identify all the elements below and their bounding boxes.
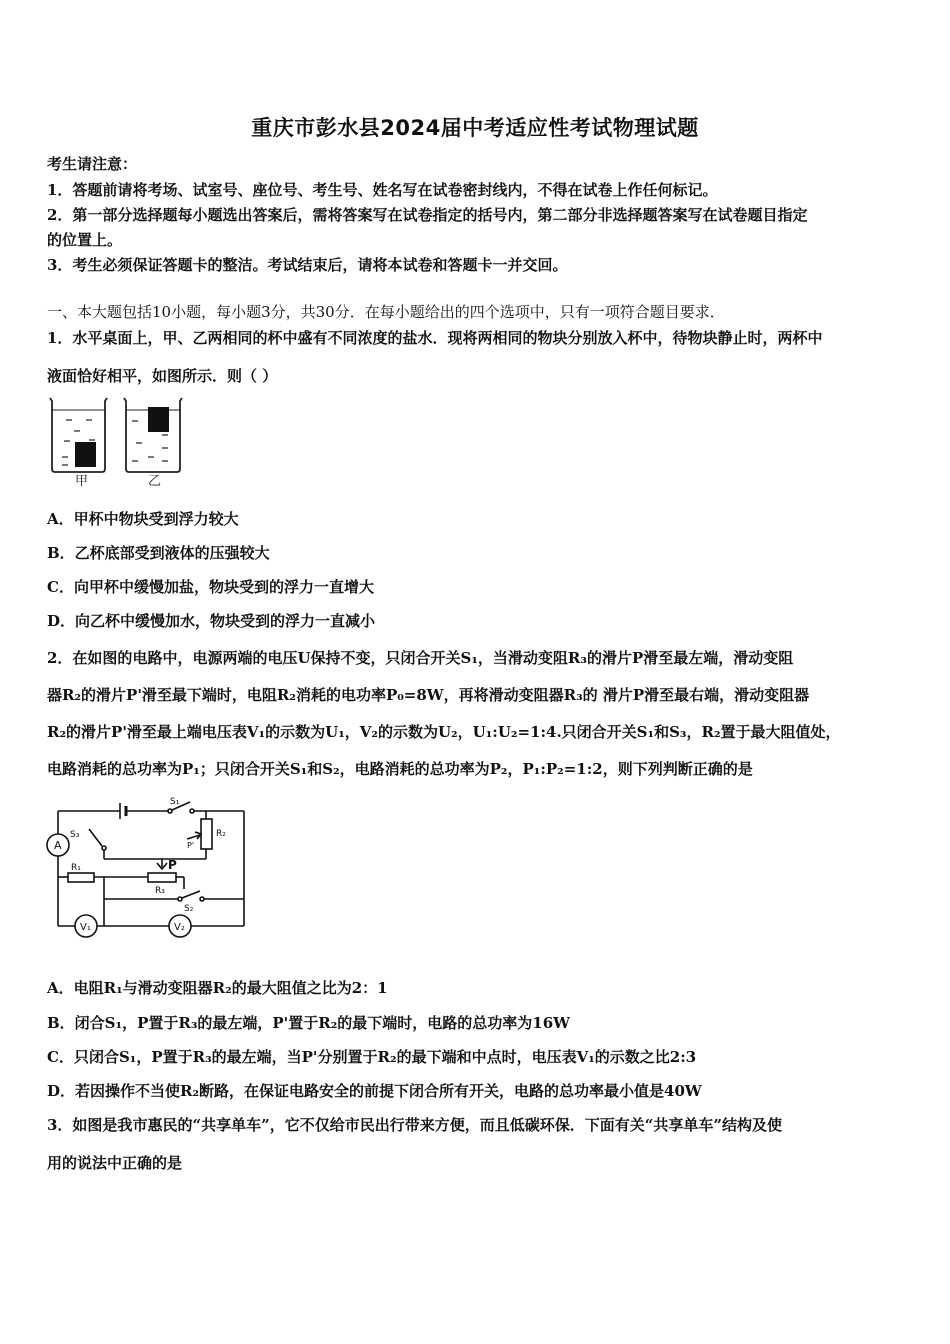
q2-option-b: B．闭合S₁，P置于R₃的最左端，P'置于R₂的最下端时，电路的总功率为16W — [47, 1014, 571, 1032]
page-title: 重庆市彭水县2024届中考适应性考试物理试题 — [251, 116, 699, 140]
label-p-prime: P' — [187, 841, 195, 850]
q1-line-2: 液面恰好相平，如图所示．则（ ） — [47, 367, 278, 385]
q2-line-2: 器R₂的滑片P'滑至最下端时，电阻R₂消耗的电功率P₀=8W，再将滑动变阻器R₃的 滑片P滑至最右端，滑动变阻器 — [47, 686, 810, 704]
circuit-diagram — [44, 793, 256, 943]
label-p: P — [168, 858, 177, 872]
q3-line-2: 用的说法中正确的是 — [47, 1154, 183, 1172]
q2-option-d: D．若因操作不当使R₂断路，在保证电路安全的前提下闭合所有开关，电路的总功率最小值是40W — [47, 1082, 702, 1100]
label-yi: 乙 — [148, 474, 162, 489]
q2-line-4: 电路消耗的总功率为P₁；只闭合开关S₁和S₂，电路消耗的总功率为P₂，P₁:P₂=1:2，则下列判断正确的是 — [47, 760, 753, 778]
q2-line-1: 2．在如图的电路中，电源两端的电压U保持不变，只闭合开关S₁，当滑动变阻R₃的滑片P滑至最左端，滑动变阻 — [47, 649, 794, 667]
v1-label: V₁ — [80, 922, 91, 933]
v2-label: V₂ — [174, 922, 185, 933]
q1-line-1: 1．水平桌面上，甲、乙两相同的杯中盛有不同浓度的盐水．现将两相同的物块分别放入杯中，待物块静止时，两杯中 — [47, 329, 823, 347]
beakers-figure — [44, 393, 194, 489]
label-s2: S₂ — [184, 904, 194, 914]
notice-item-3: 3．考生必须保证答题卡的整洁。考试结束后，请将本试卷和答题卡一并交回。 — [47, 256, 568, 274]
q1-option-a: A．甲杯中物块受到浮力较大 — [47, 510, 239, 528]
q2-line-3: R₂的滑片P'滑至最上端电压表V₁的示数为U₁，V₂的示数为U₂，U₁:U₂=1:4.只闭合开关S₁和S₃，R₂置于最大阻值处， — [47, 723, 841, 741]
beaker-yi — [124, 398, 182, 472]
label-s1: S₁ — [170, 797, 180, 807]
q3-line-1: 3．如图是我市惠民的“共享单车”，它不仅给市民出行带来方便，而且低碳环保．下面有关“共享单车”结构及使 — [47, 1116, 782, 1134]
label-r2: R₂ — [216, 829, 226, 839]
notice-item-2-cont: 的位置上。 — [47, 231, 123, 249]
ammeter-label: A — [54, 839, 62, 852]
q1-option-b: B．乙杯底部受到液体的压强较大 — [47, 544, 270, 562]
q1-option-d: D．向乙杯中缓慢加水，物块受到的浮力一直减小 — [47, 612, 376, 630]
label-r1: R₁ — [71, 863, 81, 873]
q2-option-a: A．电阻R₁与滑动变阻器R₂的最大阻值之比为2：1 — [47, 979, 388, 997]
label-r3: R₃ — [155, 886, 165, 896]
notice-heading: 考生请注意： — [47, 155, 138, 173]
label-s3: S₃ — [70, 830, 80, 840]
q1-option-c: C．向甲杯中缓慢加盐，物块受到的浮力一直增大 — [47, 578, 374, 596]
notice-item-2: 2．第一部分选择题每小题选出答案后，需将答案写在试卷指定的括号内，第二部分非选择题答案写在试卷题目指定 — [47, 206, 808, 224]
block-yi — [148, 407, 169, 432]
block-jia — [75, 442, 96, 467]
q2-option-c: C．只闭合S₁，P置于R₃的最左端，当P'分别置于R₂的最下端和中点时，电压表V₁的示数之比2:3 — [47, 1048, 697, 1066]
beaker-jia — [50, 398, 107, 472]
notice-item-1: 1．答题前请将考场、试室号、座位号、考生号、姓名写在试卷密封线内，不得在试卷上作任何标记。 — [47, 181, 718, 199]
section-heading: 一、本大题包括10小题，每小题3分，共30分．在每小题给出的四个选项中，只有一项符合题目要求． — [47, 303, 725, 321]
label-jia: 甲 — [75, 474, 89, 489]
